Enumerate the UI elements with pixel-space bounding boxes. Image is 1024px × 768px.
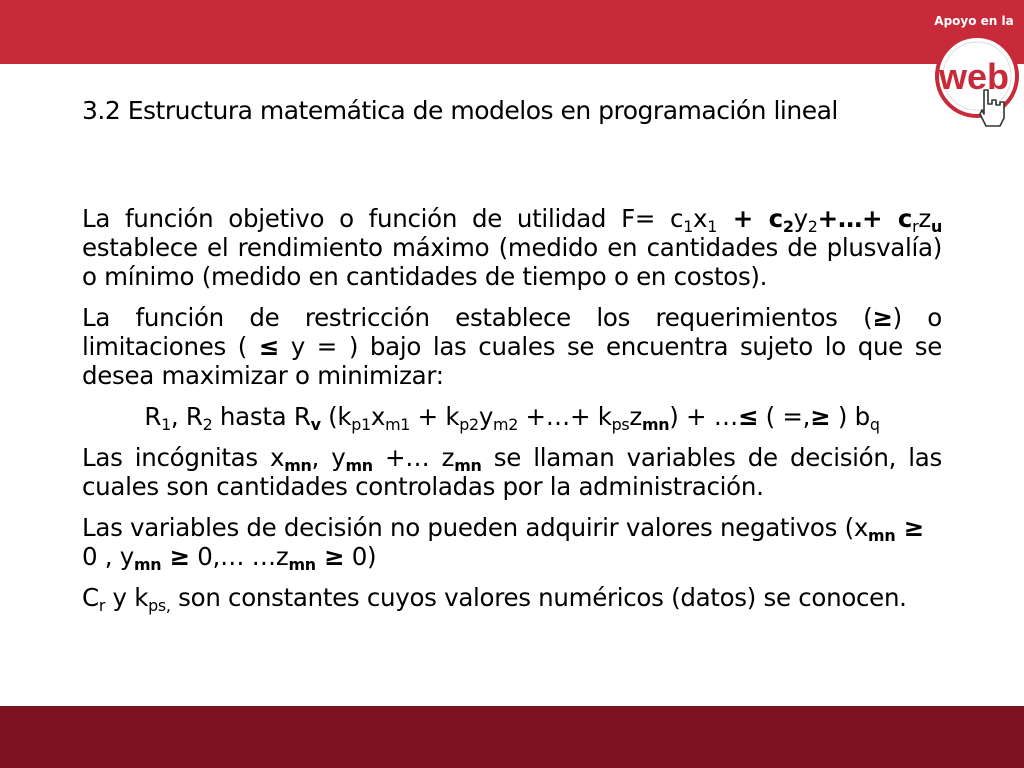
restriction-formula: $R_1$, $R_2$ hasta $R_v$ ($k_{p1}x_{m1} + k_{p2}y_{m2}$ +…+ $k_{ps}z_{mn}$) + …≤ ( =,≥ ) $b_q$ [144, 402, 880, 434]
header-bar [0, 0, 1024, 64]
footer-bar [0, 706, 1024, 768]
slide-body [82, 204, 942, 624]
logo-graphic [928, 10, 1024, 140]
objective-function-paragraph: La función objetivo o función de utilidad $F= c_1x_1$ + $c_2y_2+\dots+ c_rz_u$ establece el rendimiento máximo (medido en cantidades de plusvalía) o mínimo (medido en cantidades de tiempo o en costos). [82, 204, 942, 291]
logo-word: web [938, 56, 1010, 97]
non-negativity-paragraph: Las variables de decisión no pueden adquirir valores negativos ($x_{mn} \ge 0$ , $y_{mn}$ ≥ 0,… $\dots z_{mn} \ge 0$) [82, 513, 924, 574]
constants-paragraph: $C_r$ y $k_{ps,}$ son constantes cuyos valores numéricos (datos) se conocen. [82, 583, 907, 615]
slide-title: 3.2 Estructura matemática de modelos en programación lineal [82, 96, 838, 125]
logo-caption: Apoyo en la [934, 14, 1014, 28]
apoyo-en-la-web-logo[interactable] [928, 10, 1024, 140]
decision-variables-paragraph: Las incógnitas $x_{mn}$, $y_{mn}$ +… $z_{mn}$ se llaman variables de decisión, las cuales son cantidades controladas por la administración. [82, 443, 942, 501]
restriction-function-paragraph: La función de restricción establece los requerimientos (≥) o limitaciones ( ≤ y = ) bajo las cuales se encuentra sujeto lo que se desea maximizar o minimizar: [82, 303, 943, 390]
